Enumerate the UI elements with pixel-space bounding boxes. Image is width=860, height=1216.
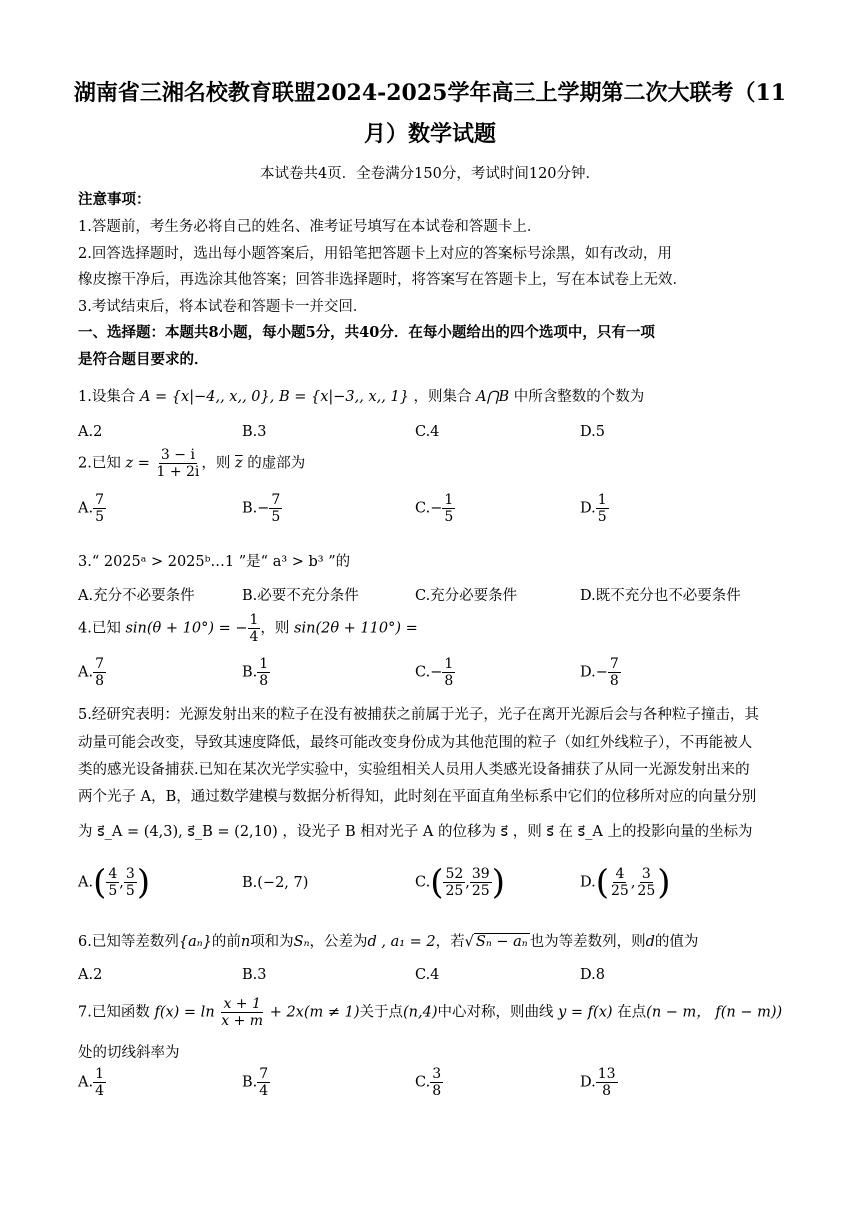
q7-fraction [219,996,265,1029]
q7-option-d [580,1066,618,1099]
q3-option-d: D.既不充分也不必要条件 [580,588,741,604]
q6-option-a: A.2 [78,967,103,983]
q3-option-a: A.充分不必要条件 [78,588,195,604]
q7-a-num: 1 [95,1066,105,1082]
q5-a-num1: 4 [108,866,118,882]
q7-c-frac [430,1066,443,1099]
q7-c-label: C. [415,1074,431,1091]
q7-b-num: 7 [259,1066,269,1082]
notes-heading: 注意事项： [78,191,151,208]
q2-zbar: $\overline{z}$ [235,455,243,472]
q1-set-definition: A = {x|−4,, x,, 0}, B = {x|−3,, x,, 1} [139,389,409,405]
q7-function: f(x) = ln [154,1004,215,1021]
q6-text-mid4: ，若 [435,934,465,950]
q4-d-frac [608,656,621,689]
q4-b-num: 1 [259,656,269,672]
q2-option-b [242,492,282,525]
q5-line-4: 两个光子 A，B，通过数学建模与数据分析得知，此时刻在平面直角坐标系中它们的位移所对应的向量分别 [78,789,757,805]
q7-line-2: 处的切线斜率为 [78,1045,180,1061]
q4-b-frac [257,656,270,689]
q2-z: z = [125,455,150,472]
q7-b-label: B. [242,1074,258,1091]
q5-c-frac2 [470,866,492,899]
q1-option-a: A.2 [78,424,103,440]
q5-line-2: 动量可能会改变，导致其速度降低，最终可能改变身份成为其他范围的粒子（如红外线粒子），不再能被人 [78,735,753,751]
q2-text-post: 的虚部为 [247,455,306,472]
exam-intro: 本试卷共4页．全卷满分150分，考试时间120分钟． [259,166,601,182]
q7-a-den: 4 [95,1083,105,1099]
q7-b-frac [257,1066,270,1099]
q2-option-c [415,492,455,525]
q2-d-frac [596,492,609,525]
q2-a-num: 7 [95,492,105,508]
q5-a-label: A. [78,874,94,891]
q2-a-label: A. [78,500,94,517]
q5-c-frac1 [443,866,465,899]
q5-c-den1: 25 [445,883,464,899]
q5-a-num2: 3 [125,866,135,882]
q4-a-frac [93,656,106,689]
q2-b-label: B. [242,500,258,517]
q5-d-label: D. [580,874,596,891]
q4-option-d [580,656,621,689]
q4-b-label: B. [242,664,258,681]
question-7-stem [78,996,782,1029]
exam-title-line2: 月）数学试题 [363,121,496,147]
q2-option-a [78,492,106,525]
q5-b-text: (−2, 7) [257,875,309,891]
question-1-stem [78,385,644,406]
q7-center-point: (n,4) [403,1004,438,1021]
q5-line-1: 5.经研究表明：光源发射出来的粒子在没有被捕获之前属于光子，光子在离开光源后会与各种粒子撞击，其 [78,707,759,723]
q6-option-b: B.3 [242,967,267,983]
q2-option-d [580,492,609,525]
q4-c-den: 8 [444,673,454,689]
q2-denominator: 1 + 2i [156,464,200,480]
q4-d-num: 7 [609,656,619,672]
q4-target-expr: sin(2θ + 110°) = [294,620,418,637]
q6-text-pre: 6.已知等差数列 [78,934,179,950]
q2-c-label: C. [415,500,431,517]
note-3: 3.考试结束后，将本试卷和答题卡一并交回． [78,299,368,315]
q5-option-c: C.( $\frac{52}{25}$ , $\frac{39}{25}$ ) [415,862,505,903]
q7-denominator: x + m [221,1013,264,1029]
q4-numerator: 1 [249,612,259,628]
q6-text-mid1: 的前 [211,934,241,950]
q2-fraction [154,447,201,480]
q4-text-mid: ，则 [260,620,290,637]
question-3-stem: 3.“ 2025ᵃ > 2025ᵇ…1 ”是“ a³ > b³ ”的 [78,554,351,570]
q5-c-num2: 39 [471,866,490,882]
q6-text-end: 的值为 [654,934,699,950]
q4-c-num: 1 [444,656,454,672]
section-heading-line1: 一、选择题：本题共8小题，每小题5分，共40分．在每小题给出的四个选项中，只有一项 [78,324,655,341]
q2-d-num: 1 [597,492,607,508]
q7-a-frac [93,1066,106,1099]
q5-d-den1: 25 [610,883,629,899]
q5-a-den2: 5 [125,883,135,899]
q6-d: d [645,934,655,950]
q2-b-den: 5 [271,509,281,525]
q3-option-c: C.充分必要条件 [415,588,518,604]
question-2-stem [78,447,305,480]
q7-c-den: 8 [432,1083,442,1099]
q6-sn: Sₙ [293,934,310,950]
q4-given-expr: sin(θ + 10°) = − [125,620,248,637]
q7-a-label: A. [78,1074,94,1091]
q2-b-num: 7 [271,492,281,508]
q7-b-den: 4 [259,1083,269,1099]
q2-c-frac [442,492,455,525]
q5-option-b [242,875,308,891]
q6-sequence: {aₙ} [178,934,212,950]
q5-a-den1: 5 [108,883,118,899]
q1-option-c: C.4 [415,424,440,440]
q4-b-den: 8 [259,673,269,689]
q7-numerator: x + 1 [223,996,261,1012]
q6-text-post: 也为等差数列，则 [529,934,646,950]
q4-d-label: D. [580,664,596,681]
q4-denominator: 4 [249,629,259,645]
q5-d-num2: 3 [641,866,651,882]
q4-fraction [248,612,261,645]
q1-text-mid: ，则集合 [413,389,472,405]
note-2b: 橡皮擦干净后，再选涂其他答案；回答非选择题时，将答案写在答题卡上，写在本试卷上无效． [78,272,687,288]
q6-n: n [240,934,251,950]
q4-a-den: 8 [95,673,105,689]
section-heading-line2: 是符合题目要求的． [78,351,209,368]
q2-a-den: 5 [95,509,105,525]
q4-a-label: A. [78,664,94,681]
note-1: 1.答题前，考生务必将自己的姓名、准考证号填写在本试卷和答题卡上． [78,219,542,235]
q5-c-label: C. [415,874,431,891]
q2-a-frac [93,492,106,525]
q2-b-sign: − [257,500,270,517]
q5-line-3: 类的感光设备捕获.已知在某次光学实验中，实验组相关人员用人类感光设备捕获了从同一光源发射出来的 [78,762,750,778]
q2-b-frac [269,492,282,525]
q7-tangent-point: (n − m， f(n − m)) [646,1004,783,1021]
q5-c-den2: 25 [471,883,490,899]
q5-line-5: 为 s⃗_A = (4,3), s⃗_B = (2,10) ，设光子 B 相对光子 A 的位移为 s⃗ ，则 s⃗ 在 s⃗_A 上的投影向量的坐标为 [78,824,753,840]
q7-function-rest: + 2x(m ≠ 1) [269,1004,360,1021]
q1-option-b: B.3 [242,424,267,440]
q2-d-den: 5 [597,509,607,525]
q7-option-a [78,1066,106,1099]
q4-c-frac [442,656,455,689]
q6-option-d: D.8 [580,967,605,983]
q2-c-num: 1 [444,492,454,508]
q1-option-d: D.5 [580,424,605,440]
q3-option-b: B.必要不充分条件 [242,588,359,604]
q7-text-mid2: 中心对称，则曲线 [437,1004,554,1021]
q7-text-pre: 7.已知函数 [78,1004,150,1021]
q5-d-den2: 25 [637,883,656,899]
q7-curve: y = f(x) [558,1004,613,1021]
q5-option-d: D.( $\frac{4}{25}$ , $\frac{3}{25}$ ) [580,862,671,903]
q7-text-mid3: 在点 [617,1004,647,1021]
q6-option-c: C.4 [415,967,440,983]
q2-text-pre: 2.已知 [78,455,121,472]
q4-d-den: 8 [609,673,619,689]
q4-c-sign: − [430,664,443,681]
q7-d-frac [596,1066,618,1099]
q4-c-label: C. [415,664,431,681]
q1-text-pre: 1.设集合 [78,389,136,405]
q5-d-num1: 4 [615,866,625,882]
q2-c-den: 5 [444,509,454,525]
q5-c-num1: 52 [445,866,464,882]
question-6-stem: 6.已知等差数列{aₙ}的前n项和为Sₙ，公差为d , a₁ = 2，若√ Sₙ − aₙ 也为等差数列，则d的值为 [78,934,699,950]
q4-option-a [78,656,106,689]
q7-c-num: 3 [432,1066,442,1082]
q7-text-mid: 关于点 [359,1004,404,1021]
q6-d-a1: d , a₁ = 2 [367,934,436,950]
note-2a: 2.回答选择题时，选出每小题答案后，用铅笔把答题卡上对应的答案标号涂黑，如有改动，用 [78,246,672,262]
q4-text-pre: 4.已知 [78,620,121,637]
question-4-stem [78,612,418,645]
q2-d-label: D. [580,500,596,517]
q4-d-sign: − [595,664,608,681]
q5-a-frac1 [106,866,119,899]
q6-sqrt-expr: Sₙ − aₙ [475,934,528,950]
q5-d-frac2 [635,866,657,899]
q6-text-mid3: ，公差为 [309,934,368,950]
q5-d-frac1 [609,866,631,899]
q2-c-sign: − [430,500,443,517]
q5-b-label: B. [242,875,258,891]
q2-text-mid: ，则 [201,455,231,472]
q7-d-label: D. [580,1074,596,1091]
exam-title-line1: 湖南省三湘名校教育联盟2024-2025学年高三上学期第二次大联考（11 [73,80,787,106]
q4-a-num: 7 [95,656,105,672]
q5-option-a: A.( $\frac{4}{5}$ , $\frac{3}{5}$ ) [78,862,151,903]
q6-text-mid2: 项和为 [250,934,294,950]
q4-option-c [415,656,455,689]
q1-text-post: 中所含整数的个数为 [513,389,645,405]
q7-d-den: 8 [602,1083,612,1099]
q1-intersection: A⋂B [476,389,510,405]
q5-a-frac2 [124,866,137,899]
q7-option-b [242,1066,270,1099]
q7-option-c [415,1066,443,1099]
q7-d-num: 13 [597,1066,616,1082]
q2-numerator: 3 − i [160,447,195,463]
q4-option-b [242,656,270,689]
